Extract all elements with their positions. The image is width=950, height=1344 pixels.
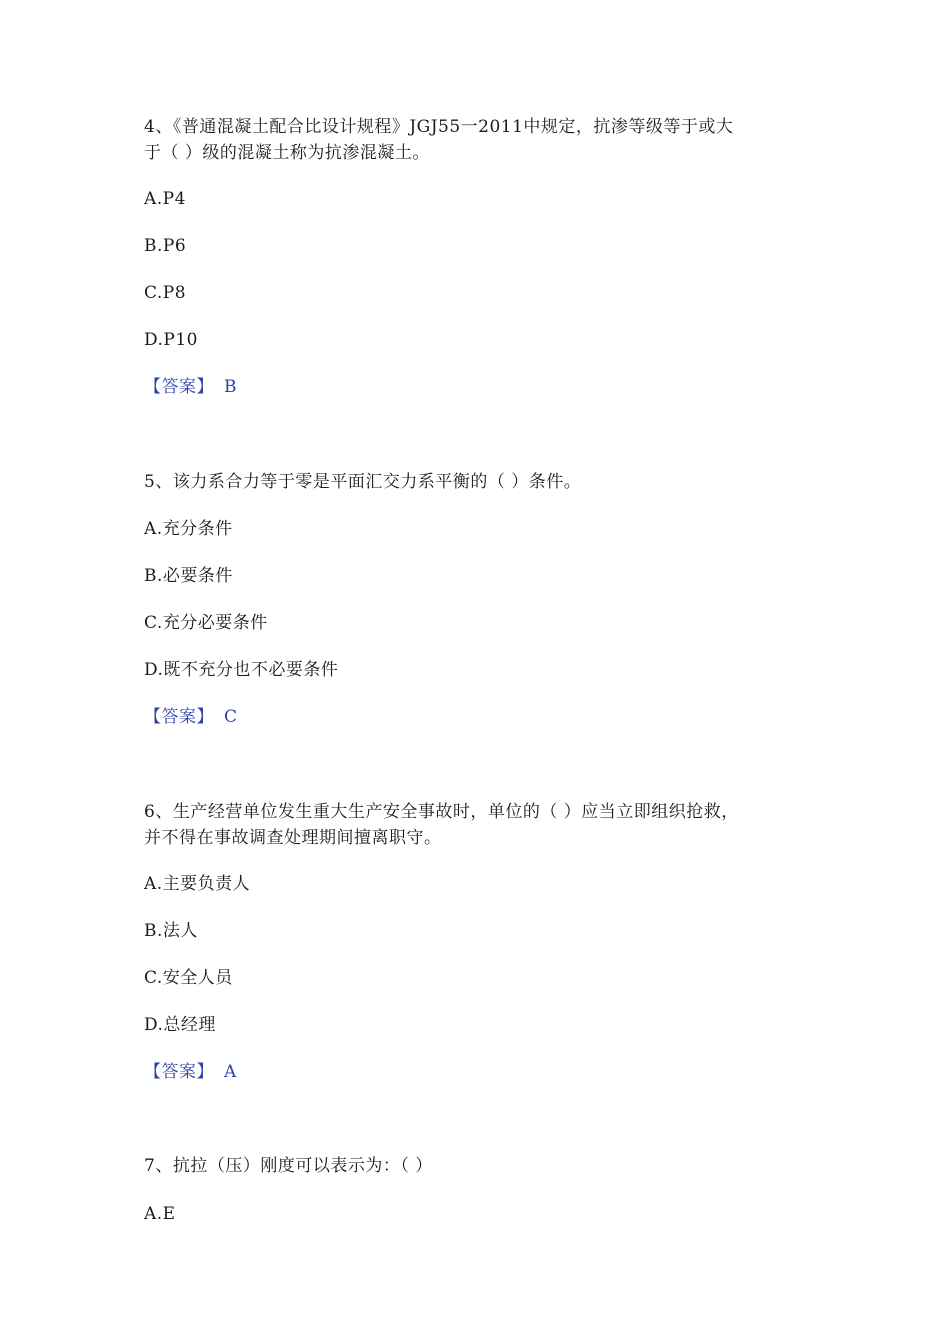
question-6-option-a: A.主要负责人 <box>144 874 251 894</box>
answer-tag: 【答案】 <box>144 377 214 397</box>
answer-tag: 【答案】 <box>144 707 214 727</box>
question-5-option-a: A.充分条件 <box>144 519 233 539</box>
question-6-stem-line-2: 并不得在事故调查处理期间擅离职守。 <box>144 828 442 848</box>
question-6-stem-line-1: 6、生产经营单位发生重大生产安全事故时，单位的（ ）应当立即组织抢救， <box>144 802 739 822</box>
question-6-option-b: B.法人 <box>144 921 198 941</box>
answer-value: B <box>224 377 237 397</box>
question-4-option-c: C.P8 <box>144 283 187 303</box>
answer-tag: 【答案】 <box>144 1062 214 1082</box>
question-5-answer <box>144 705 238 729</box>
question-4-option-d: D.P10 <box>144 330 198 350</box>
question-4-stem-line-2: 于（ ）级的混凝土称为抗渗混凝土。 <box>144 143 430 163</box>
question-4-option-a: A.P4 <box>144 189 186 209</box>
question-5-option-d: D.既不充分也不必要条件 <box>144 660 339 680</box>
question-4-option-b: B.P6 <box>144 236 187 256</box>
question-4-answer <box>144 375 237 399</box>
question-6-option-c: C.安全人员 <box>144 968 233 988</box>
question-4-stem-line-1: 4、《普通混凝土配合比设计规程》JGJ55一2011中规定，抗渗等级等于或大 <box>144 117 734 137</box>
answer-value: C <box>224 707 238 727</box>
question-6-answer <box>144 1060 237 1084</box>
question-6-option-d: D.总经理 <box>144 1015 216 1035</box>
answer-value: A <box>224 1062 237 1082</box>
question-5-option-c: C.充分必要条件 <box>144 613 268 633</box>
question-5-stem-line-1: 5、该力系合力等于零是平面汇交力系平衡的（ ）条件。 <box>144 472 582 492</box>
question-5-option-b: B.必要条件 <box>144 566 233 586</box>
question-7-stem-line-1: 7、抗拉（压）刚度可以表示为：（ ） <box>144 1156 433 1176</box>
question-7-option-a: A.E <box>144 1204 176 1224</box>
